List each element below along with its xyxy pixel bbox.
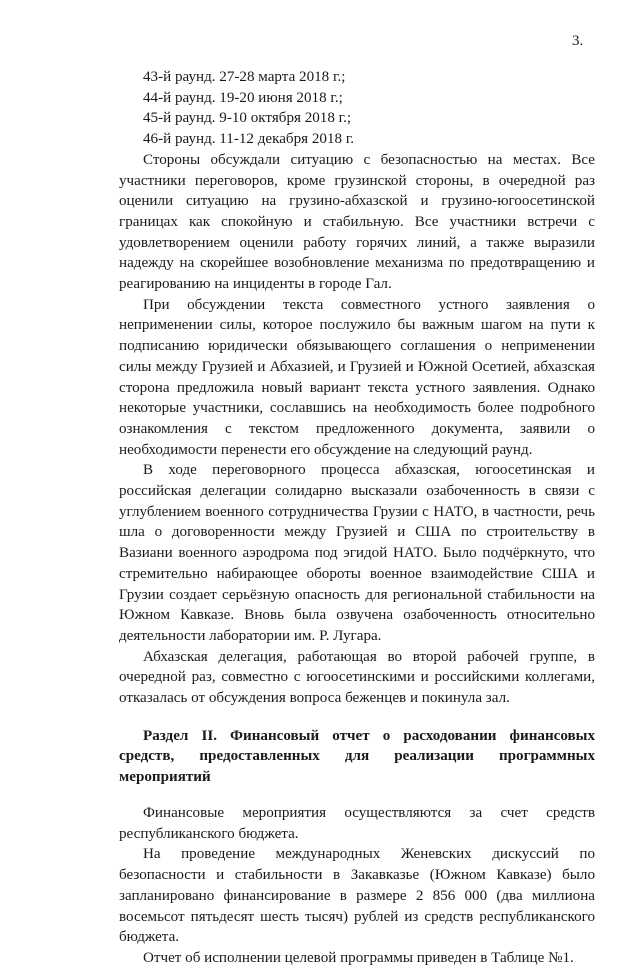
round-item: 46-й раунд. 11-12 декабря 2018 г. — [143, 131, 355, 148]
section-2-heading: Раздел II. Финансовый отчет о расходовании финансовых средств, предоставленных для реализации программных мероприятий — [119, 727, 595, 785]
paragraph-refugees: Абхазская делегация, работающая во второй рабочей группе, в очередной раз, совместно с югоосетинскими и российскими коллегами, отказалась от обсуждения вопроса беженцев и покинула зал. — [119, 648, 595, 707]
document-body — [119, 67, 595, 969]
paragraph-non-use-of-force: При обсуждении текста совместного устного заявления о неприменении силы, которое послужило бы важным шагом на пути к подписанию юридически обязывающего соглашения о неприменении силы между Грузией и Абхазией, и Грузией и Южной Осетией, абхазская сторона предложила новый вариант текста устного заявления. Однако некоторые участники, сославшись на необходимость более подробного ознакомления с текстом предложенного документа, заявили о необходимости перенести его обсуждение на следующий раунд. — [119, 296, 595, 458]
round-item: 45-й раунд. 9-10 октября 2018 г.; — [143, 110, 352, 127]
paragraph-financing-source: Финансовые мероприятия осуществляются за счет средств республиканского бюджета. — [119, 805, 595, 842]
round-item: 44-й раунд. 19-20 июня 2018 г.; — [143, 89, 343, 106]
paragraph-table-reference: Отчет об исполнении целевой программы приведен в Таблице №1. — [143, 949, 574, 966]
round-item: 43-й раунд. 27-28 марта 2018 г.; — [143, 69, 346, 85]
paragraph-nato-concern: В ходе переговорного процесса абхазская, югоосетинская и российская делегации солидарно высказали озабоченность в связи с углублением военного сотрудничества Грузии с НАТО, в частности, речь шла о договоренности между Грузией и США по строительству в Вазиани военного аэродрома под эгидой НАТО. Было подчёркнуто, что стремительно набирающее обороты военное взаимодействие США и Грузии создает серьёзную опасность для региональной стабильности на Южном Кавказе. Вновь была озвучена озабоченность относительно деятельности лаборатории им. Р. Лугара. — [119, 462, 595, 644]
paragraph-security-situation: Стороны обсуждали ситуацию с безопасностью на местах. Все участники переговоров, кроме грузинской стороны, в очередной раз оценили ситуацию на грузино-абхазской и грузино-югоосетинской границах как спокойную и стабильную. Все участники встречи с удовлетворением оценили работу горячих линий, а также выразили надежду на скорейшее возобновление механизма по предотвращению и реагированию на инциденты в городе Гал. — [119, 151, 595, 293]
paragraph-financing-amount: На проведение международных Женевских дискуссий по безопасности и стабильности в Закавказье (Южном Кавказе) было запланировано финансирование в размере 2 856 000 (два миллиона восемьсот пятьдесят шесть тысяч) рублей из средств республиканского бюджета. — [119, 846, 595, 946]
page-number: 3. — [572, 33, 584, 49]
rounds-list — [143, 67, 595, 150]
